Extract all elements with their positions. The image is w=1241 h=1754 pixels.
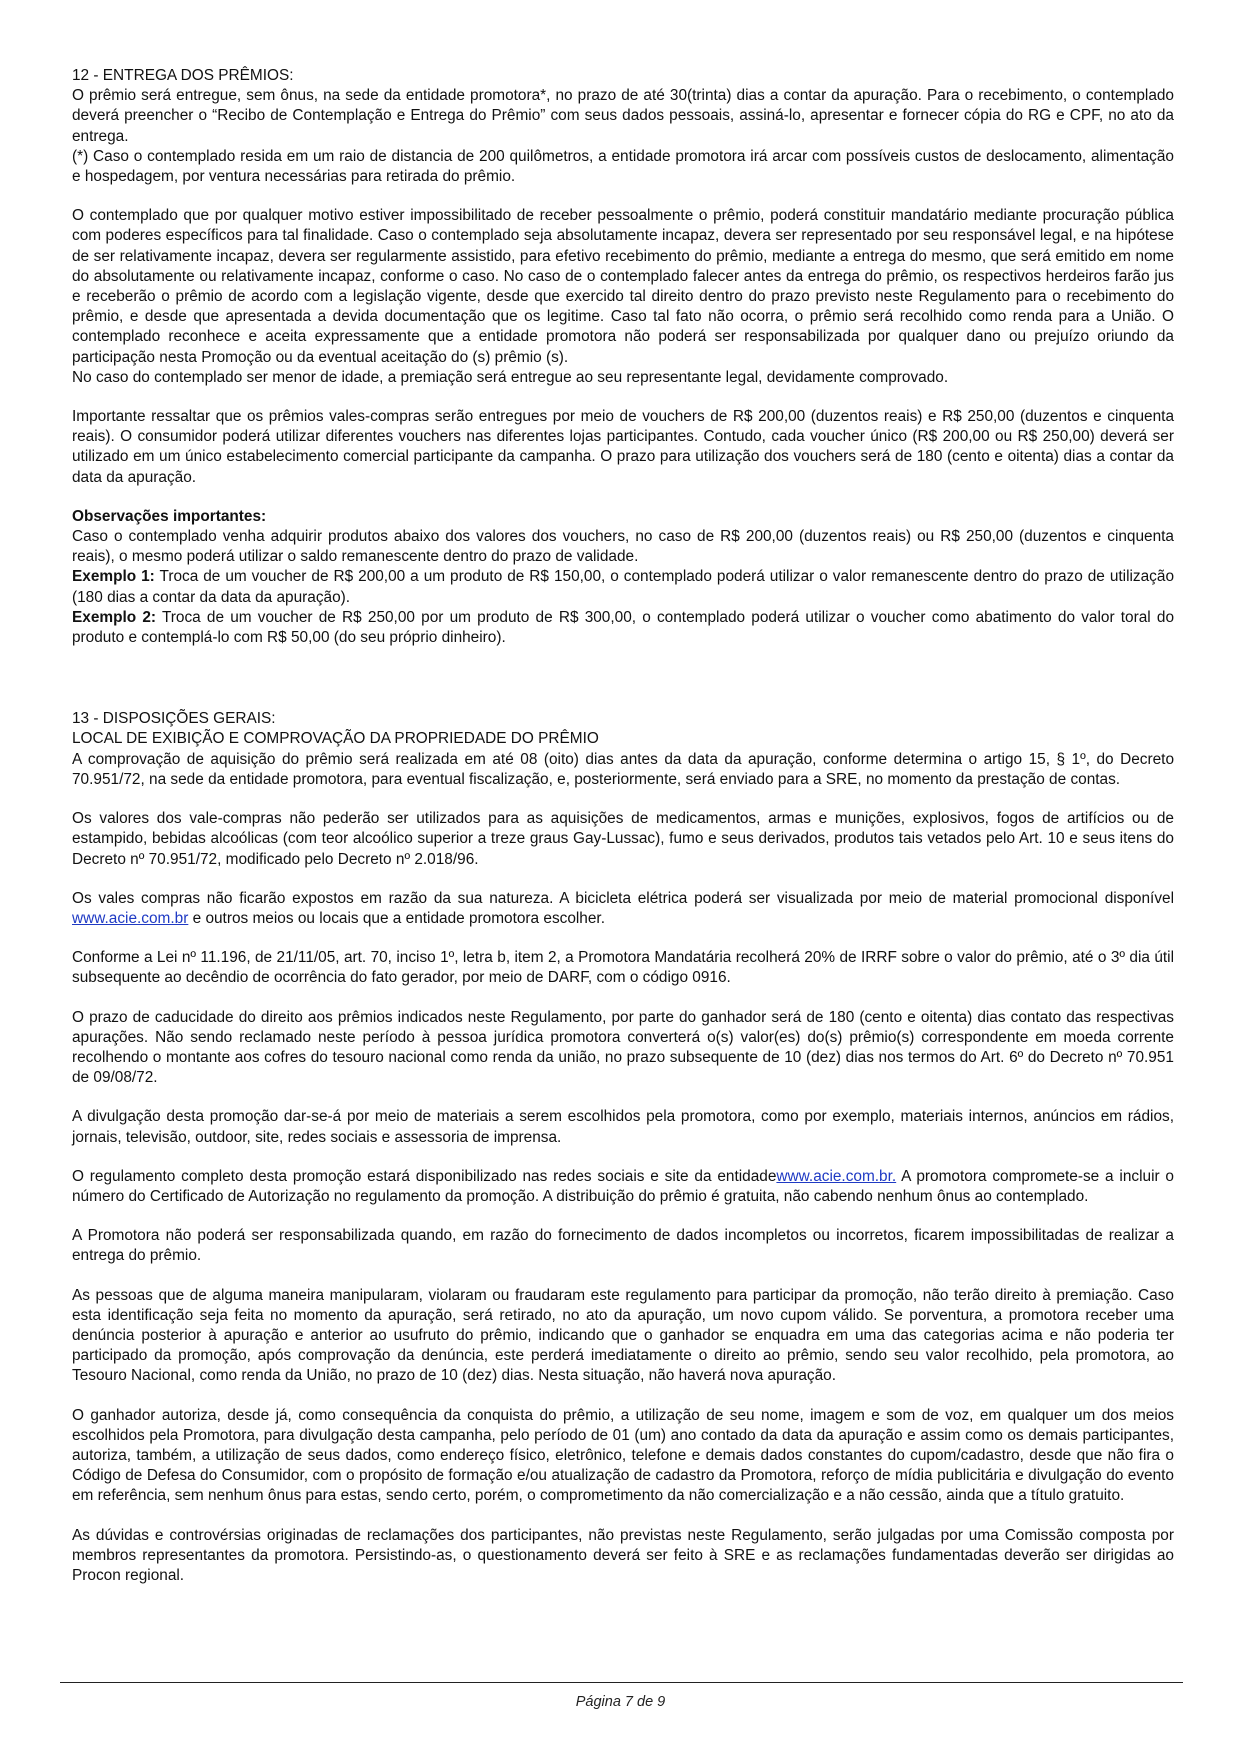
section-13-paragraph-6: A divulgação desta promoção dar-se-á por meio de materiais a serem escolhidos pela promotora, como por exemplo, materiais internos, anúncios em rádios, jornais, televisão, outdoor, site, redes sociais e assessoria de imprensa. [72,1108,1174,1146]
document-page [72,66,1174,1586]
paragraph-7-text-after: A promotora compromete-se a incluir o número do Certificado de Autorização no regulamento da promoção. A distribuição do prêmio é gratuita, não cabendo nenhum ônus ao contemplado. [72,1167,1174,1205]
acie-website-link-2[interactable]: www.acie.com.br. [776,1167,897,1185]
example-2 [72,608,1174,648]
example-2-text: Troca de um voucher de R$ 250,00 por um produto de R$ 300,00, o contemplado poderá utilizar o voucher como abatimento do valor toral do produto e contemplá-lo com R$ 50,00 (do seu próprio dinheiro). [72,608,1175,647]
section-12-paragraph-3: O contemplado que por qualquer motivo estiver impossibilitado de receber pessoalmente o prêmio, poderá constituir mandatário mediante procuração pública com poderes específicos para tal finalidade. Caso o contemplado seja absolutamente incapaz, devera ser representado por seu responsável legal, e na hipótese de ser relativamente incapaz, devera ser regularmente assistido, para efetivo recebimento do prêmio, mediante a entrega do mesmo, que será emitido em nome do absolutamente ou relativamente incapaz, conforme o caso. No caso de o contemplado falecer antes da entrega do prêmio, os respectivos herdeiros farão jus e receberão o prêmio de acordo com a legislação vigente, desde que exercido tal direito dentro do prazo previsto neste Regulamento para o recebimento do prêmio, e desde que apresentada a devida documentação que os legitime. Caso tal fato não ocorra, o prêmio será recolhido como renda para a União. O contemplado reconhece e aceita expressamente que a entidade promotora não poderá ser responsabilizada por qualquer dano ou prejuízo oriundo da participação nesta Promoção ou da eventual aceitação do (s) prêmio (s). [72,207,1174,366]
section-13-paragraph-11: As dúvidas e controvérsias originadas de reclamações dos participantes, não previstas neste Regulamento, serão julgadas por uma Comissão composta por membros representantes da promotora. Persistindo-as, o questionamento deverá ser feito à SRE e as reclamações fundamentadas deverão ser dirigidas ao Procon regional. [72,1526,1174,1584]
section-12-paragraph-5: Importante ressaltar que os prêmios vales-compras serão entregues por meio de vouchers de R$ 200,00 (duzentos reais) e R$ 250,00 (duzentos e cinquenta reais). O consumidor poderá utilizar diferentes vouchers nas diferentes lojas participantes. Contudo, cada voucher único (R$ 200,00 ou R$ 250,00) deverá ser utilizado em um único estabelecimento comercial participante da campanha. O prazo para utilização dos vouchers será de 180 (cento e oitenta) dias a contar da data da apuração. [72,408,1174,486]
observations-text: Caso o contemplado venha adquirir produtos abaixo dos valores dos vouchers, no caso de R$ 200,00 (duzentos reais) ou R$ 250,00 (duzentos e cinquenta reais), o mesmo poderá utilizar o saldo remanescente dentro do prazo de validade. [72,528,1174,566]
section-12-paragraph-4: No caso do contemplado ser menor de idade, a premiação será entregue ao seu representante legal, devidamente comprovado. [72,368,949,386]
acie-website-link[interactable]: www.acie.com.br [72,909,189,927]
section-13-paragraph-1: A comprovação de aquisição do prêmio será realizada em até 08 (oito) dias antes da data da apuração, conforme determina o artigo 15, § 1º, do Decreto 70.951/72, na sede da entidade promotora, para eventual fiscalização, e, posteriormente, será enviado para a SRE, no momento da prestação de contas. [72,750,1174,788]
observations-heading: Observações importantes: [72,507,267,525]
section-13-paragraph-4: Conforme a Lei nº 11.196, de 21/11/05, art. 70, inciso 1º, letra b, item 2, a Promotora Mandatária recolherá 20% de IRRF sobre o valor do prêmio, até o 3º dia útil subsequente ao decêndio de ocorrência do fato gerador, por meio de DARF, com o código 0916. [72,949,1174,987]
paragraph-3-text-before: Os vales compras não ficarão expostos em razão da sua natureza. A bicicleta elétrica poderá ser visualizada por meio de material promocional disponível [72,889,1174,907]
paragraph-3-text-after: e outros meios ou locais que a entidade promotora escolher. [188,909,605,927]
example-1 [72,567,1174,607]
example-1-label: Exemplo 1: [72,568,155,586]
footer-divider [60,1682,1183,1683]
section-13-paragraph-2: Os valores dos vale-compras não pederão ser utilizados para as aquisições de medicamentos, armas e munições, explosivos, fogos de artifícios ou de estampido, bebidas alcoólicas (com teor alcoólico superior a treze graus Gay-Lussac), fumo e seus derivados, produtos tais vetados pelo Art. 10 e seus itens do Decreto nº 70.951/72, modificado pelo Decreto nº 2.018/96. [72,810,1174,868]
section-13-paragraph-3 [72,889,1174,929]
section-13-subheading: LOCAL DE EXIBIÇÃO E COMPROVAÇÃO DA PROPRIEDADE DO PRÊMIO [72,730,599,748]
example-1-text: Troca de um voucher de R$ 200,00 a um produto de R$ 150,00, o contemplado poderá utilizar o valor remanescente dentro do prazo de utilização (180 dias a contar da data da apuração). [72,568,1174,606]
page-number: Página 7 de 9 [575,1694,666,1710]
section-13-paragraph-10: O ganhador autoriza, desde já, como consequência da conquista do prêmio, a utilização de seu nome, imagem e som de voz, em qualquer um dos meios escolhidos pela Promotora, para divulgação desta campanha, pelo período de 01 (um) ano contado da data da apuração e assim como os demais participantes, autoriza, também, a utilização de seus dados, como endereço físico, eletrônico, telefone e demais dados constantes do cupom/cadastro, desde que não fira o Código de Defesa do Consumidor, com o propósito de formação e/ou atualização de cadastro da Promotora, reforço de mídia publicitária e divulgação do evento em referência, sem nenhum ônus para estas, sendo certo, porém, o comprometimento da não comercialização e a não cessão, ainda que a título gratuito. [72,1406,1174,1505]
paragraph-7-text-before: O regulamento completo desta promoção estará disponibilizado nas redes sociais e site da entidade [72,1167,777,1185]
section-12-heading: 12 - ENTREGA DOS PRÊMIOS: [72,67,294,84]
section-13-paragraph-8: A Promotora não poderá ser responsabilizada quando, em razão do fornecimento de dados incompletos ou incorretos, ficarem impossibilitadas de realizar a entrega do prêmio. [72,1227,1174,1265]
example-2-label: Exemplo 2: [72,608,157,626]
section-13-paragraph-9: As pessoas que de alguma maneira manipularam, violaram ou fraudaram este regulamento para participar da promoção, não terão direito à premiação. Caso esta identificação seja feita no momento da apuração, será retirado, no ato da apuração, um novo cupom válido. Se porventura, a promotora receber uma denúncia posterior à apuração e anterior ao usufruto do prêmio, indicando que o ganhador se enquadra em uma das categorias acima e não poderia ter participado da promoção, após comprovação da denúncia, este perderá imediatamente o direito ao prêmio, sendo seu valor recolhido, pela promotora, ao Tesouro Nacional, como renda da União, no prazo de 10 (dez) dias. Nesta situação, não haverá nova apuração. [72,1286,1174,1385]
section-12-paragraph-2: (*) Caso o contemplado resida em um raio de distancia de 200 quilômetros, a entidade promotora irá arcar com possíveis custos de deslocamento, alimentação e hospedagem, por ventura necessárias para retirada do prêmio. [72,147,1174,186]
section-12-paragraph-1: O prêmio será entregue, sem ônus, na sede da entidade promotora*, no prazo de até 30(trinta) dias a contar da apuração. Para o recebimento, o contemplado deverá preencher o “Recibo de Contemplação e Entrega do Prêmio” com seus dados pessoais, assiná-lo, apresentar e fornecer cópia do RG e CPF, no ato da entrega. [72,87,1174,145]
section-13-heading: 13 - DISPOSIÇÕES GERAIS: [72,710,276,728]
section-13-paragraph-7 [72,1167,1174,1207]
section-13-paragraph-5: O prazo de caducidade do direito aos prêmios indicados neste Regulamento, por parte do ganhador será de 180 (cento e oitenta) dias contato das respectivas apurações. Não sendo reclamado neste período à pessoa jurídica promotora converterá o(s) valor(es) do(s) prêmio(s) correspondente em moeda corrente recolhendo o montante aos cofres do tesouro nacional como renda da união, no prazo subsequente de 10 (dez) dias nos termos do Art. 6º do Decreto nº 70.951 de 09/08/72. [72,1008,1174,1087]
